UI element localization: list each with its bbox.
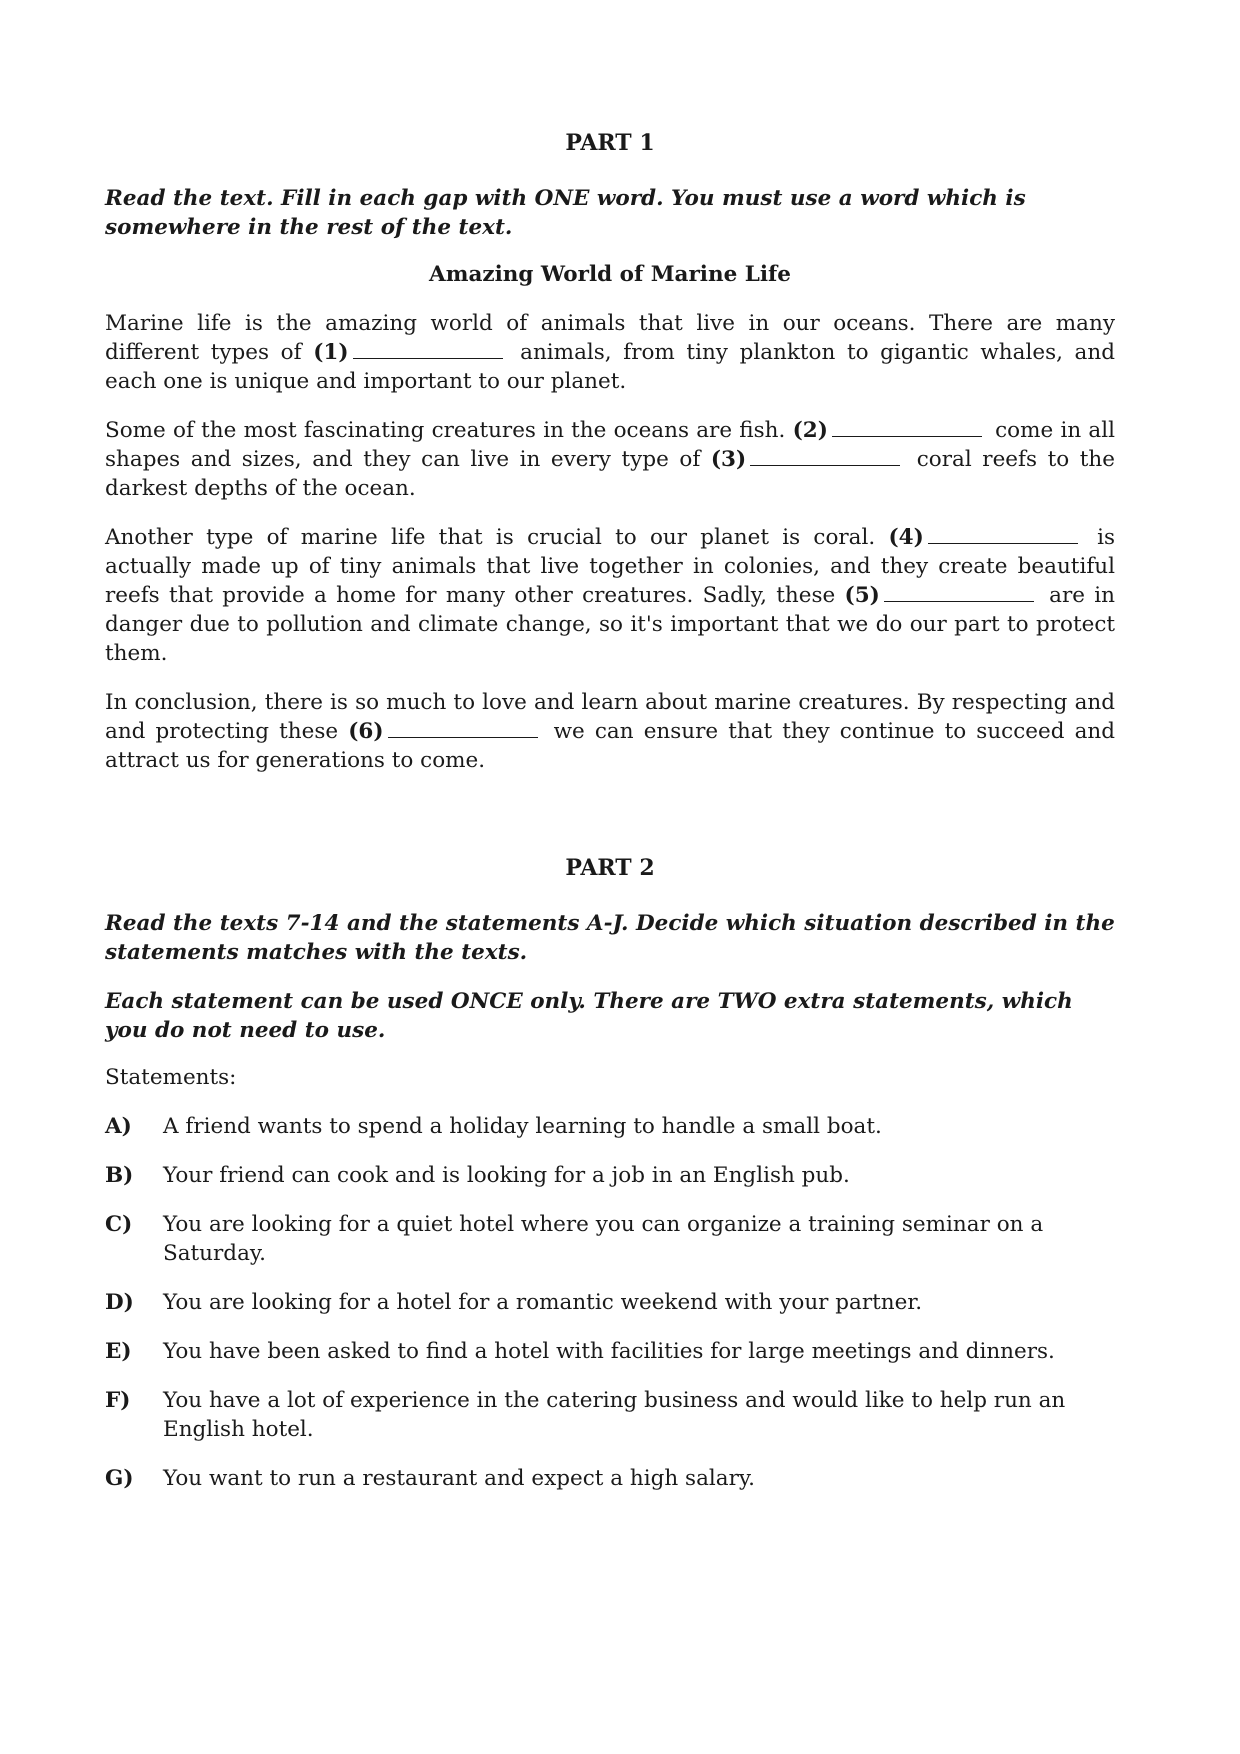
statement-b [105, 1161, 1115, 1190]
paragraph-text: Some of the most fascinating creatures in the oceans are fish. [105, 418, 786, 443]
gap-number-6: (6) [348, 719, 384, 744]
statement-c [105, 1210, 1115, 1268]
gap-blank-2[interactable] [832, 418, 982, 437]
statement-letter: A) [105, 1114, 132, 1139]
statement-text: You are looking for a quiet hotel where you can organize a training seminar on a Saturday. [163, 1212, 1044, 1266]
paragraph-text: In conclusion, there is so much to love and learn about marine creatures. By respecting and and protecting these [105, 690, 1115, 744]
statement-letter: E) [105, 1339, 132, 1364]
paragraph-1 [105, 309, 1115, 396]
paragraph-text: are in danger due to pollution and climate change, so it's important that we do our part to protect them. [105, 583, 1115, 666]
gap-blank-4[interactable] [928, 525, 1078, 544]
gap-blank-1[interactable] [353, 340, 503, 359]
paragraph-text: animals, from tiny plankton to gigantic whales, and each one is unique and important to our planet. [105, 340, 1115, 394]
statement-g [105, 1464, 1115, 1493]
statement-letter: D) [105, 1290, 134, 1315]
text-title: Amazing World of Marine Life [429, 262, 791, 287]
gap-number-4: (4) [888, 525, 924, 550]
statement-letter: G) [105, 1466, 134, 1491]
part-1-heading: PART 1 [565, 130, 655, 156]
paragraph-4 [105, 688, 1115, 775]
part-2-instruction-2: Each statement can be used ONCE only. There are TWO extra statements, which you do not need to use. [105, 989, 1073, 1043]
statement-d [105, 1288, 1115, 1317]
part-1 [105, 130, 1115, 775]
gap-blank-6[interactable] [388, 719, 538, 738]
statement-letter: C) [105, 1212, 133, 1237]
paragraph-2 [105, 416, 1115, 503]
paragraph-text: come in all shapes and sizes, and they can live in every type of [105, 418, 1115, 472]
gap-number-3: (3) [710, 447, 747, 472]
gap-number-5: (5) [844, 583, 880, 608]
paragraph-text: is actually made up of tiny animals that live together in colonies, and they create beautiful reefs that provide a home for many other creatures. Sadly, these [105, 525, 1116, 608]
gap-blank-3[interactable] [750, 447, 900, 466]
gap-number-2: (2) [792, 418, 828, 443]
part-2-heading: PART 2 [565, 855, 655, 881]
paragraph-3 [105, 523, 1115, 668]
statement-text: You want to run a restaurant and expect a high salary. [163, 1466, 756, 1491]
statement-text: You have been asked to find a hotel with facilities for large meetings and dinners. [163, 1339, 1055, 1364]
statement-text: You are looking for a hotel for a romantic weekend with your partner. [163, 1290, 923, 1315]
statement-letter: F) [105, 1388, 131, 1413]
statement-text: Your friend can cook and is looking for a job in an English pub. [163, 1163, 850, 1188]
gap-number-1: (1) [313, 340, 349, 365]
paragraph-text: we can ensure that they continue to succeed and attract us for generations to come. [105, 719, 1115, 773]
part-1-instruction: Read the text. Fill in each gap with ONE word. You must use a word which is somewhere in the rest of the text. [105, 186, 1026, 240]
part-2-instruction-1: Read the texts 7-14 and the statements A-J. Decide which situation described in the statements matches with the texts. [105, 911, 1115, 965]
statements-label: Statements: [105, 1065, 237, 1090]
statement-text: A friend wants to spend a holiday learning to handle a small boat. [163, 1114, 882, 1139]
gap-blank-5[interactable] [884, 583, 1034, 602]
paragraph-text: coral reefs to the darkest depths of the ocean. [105, 447, 1115, 501]
statement-f [105, 1386, 1115, 1444]
statements-list [105, 1112, 1115, 1493]
statement-a [105, 1112, 1115, 1141]
paragraph-text: Another type of marine life that is crucial to our planet is coral. [105, 525, 876, 550]
statement-e [105, 1337, 1115, 1366]
statement-letter: B) [105, 1163, 134, 1188]
part-2 [105, 855, 1115, 1493]
statement-text: You have a lot of experience in the catering business and would like to help run an English hotel. [163, 1388, 1066, 1442]
paragraph-text: Marine life is the amazing world of animals that live in our oceans. There are many different types of [105, 311, 1115, 365]
